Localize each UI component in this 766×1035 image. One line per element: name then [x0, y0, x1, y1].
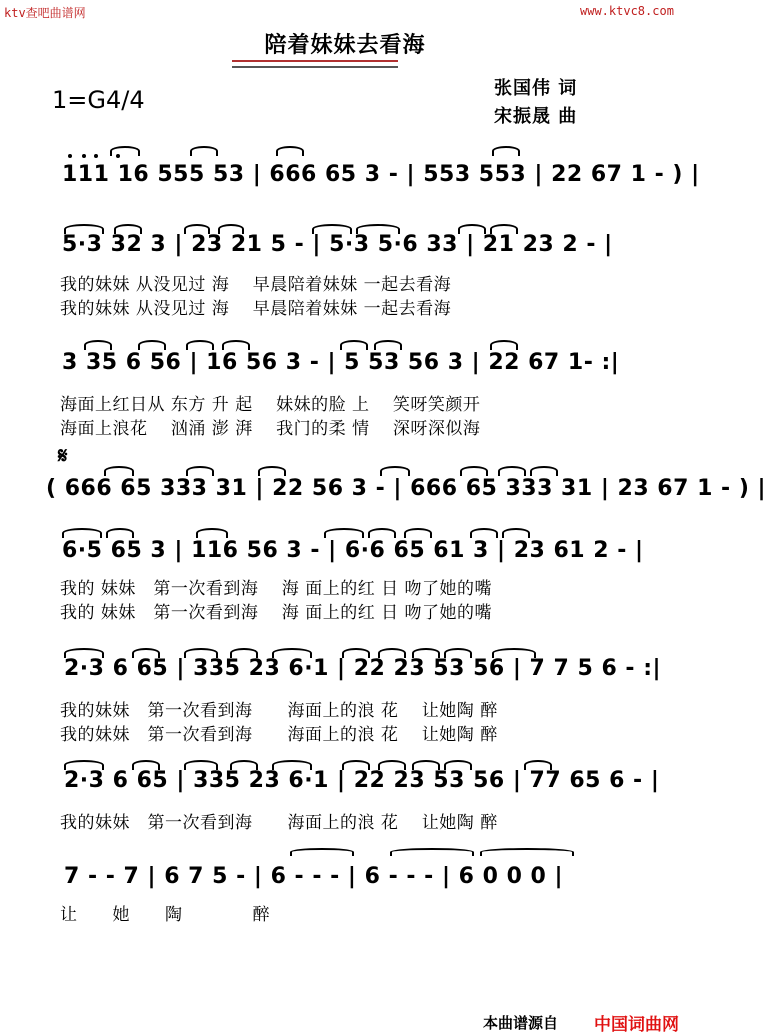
notation-line: 2·3 6 65 | 335 23 6·1 | 22 23 53 56 | 7 7 5 6 - :| [64, 656, 662, 681]
footer-brand: 中国词曲网 [594, 1015, 679, 1035]
lyric-line: 海面上浪花 汹涌 澎 湃 我门的柔 情 深呀深似海 [60, 419, 481, 439]
segno-sign: 𝄋 [58, 444, 68, 469]
key-signature: 1=G4/4 [52, 86, 145, 114]
slur [368, 528, 396, 538]
tie [390, 848, 474, 856]
lyric-line: 我的 妹妹 第一次看到海 海 面上的红 日 吻了她的嘴 [60, 603, 493, 623]
notation-line: 7 - - 7 | 6 7 5 - | 6 - - - | 6 - - - | 6 0 0 0 | [64, 864, 564, 889]
slur [502, 528, 530, 538]
notation-line: 3 35 6 56 | 16 56 3 - | 5 53 56 3 | 22 67 1- :| [62, 350, 620, 375]
lyric-line: 我的妹妹 第一次看到海 海面上的浪 花 让她陶 醉 [60, 725, 498, 745]
slur [222, 340, 250, 350]
notation-line: ( 666 65 333 31 | 22 56 3 - | 666 65 333 31 | 23 67 1 - ) | [46, 476, 766, 501]
slur [186, 466, 214, 476]
slur [190, 146, 218, 156]
lyric-line: 我的 妹妹 第一次看到海 海 面上的红 日 吻了她的嘴 [60, 579, 493, 599]
slur [498, 466, 526, 476]
lyric-line: 我的妹妹 第一次看到海 海面上的浪 花 让她陶 醉 [60, 813, 498, 833]
slur [460, 466, 488, 476]
notation-line: 111 16 555 53 | 666 65 3 - | 553 553 | 22 67 1 - ) | [62, 162, 700, 187]
lyric-line: 我的妹妹 从没见过 海 早晨陪着妹妹 一起去看海 [60, 275, 452, 295]
slur [340, 340, 368, 350]
lyricist-credit: 张国伟 词 [494, 78, 578, 99]
slur [470, 528, 498, 538]
watermark-left: ktv查吧曲谱网 [4, 6, 86, 20]
slur [490, 340, 518, 350]
slur [258, 466, 286, 476]
lyric-line: 海面上红日从 东方 升 起 妹妹的脸 上 笑呀笑颜开 [60, 395, 481, 415]
slur [374, 340, 402, 350]
notation-line: 6·5 65 3 | 116 56 3 - | 6·6 65 61 3 | 23 61 2 - | [62, 538, 644, 563]
high-octave-dot [82, 154, 86, 158]
lyric-line: 我的妹妹 第一次看到海 海面上的浪 花 让她陶 醉 [60, 701, 498, 721]
slur [104, 466, 134, 476]
slur [404, 528, 432, 538]
slur [324, 528, 364, 538]
slur [380, 466, 410, 476]
slur [196, 528, 228, 538]
slur [138, 340, 166, 350]
slur [186, 340, 214, 350]
song-title: 陪着妹妹去看海 [264, 33, 426, 58]
slur [106, 528, 134, 538]
slur [530, 466, 558, 476]
slur [492, 146, 520, 156]
high-octave-dot [94, 154, 98, 158]
slur [62, 528, 102, 538]
lyric-line: 让 她 陶 醉 [60, 905, 270, 925]
slur [276, 146, 304, 156]
tie [290, 848, 354, 856]
footer-source-label: 本曲谱源自 [483, 1014, 559, 1032]
title-underline [232, 60, 398, 68]
notation-line: 5·3 32 3 | 23 21 5 - | 5·3 5·6 33 | 21 23 2 - | [62, 232, 613, 257]
watermark-right: www.ktvc8.com [580, 4, 674, 18]
tie [480, 848, 574, 856]
high-octave-dot [68, 154, 72, 158]
slur [110, 146, 140, 156]
lyric-line: 我的妹妹 从没见过 海 早晨陪着妹妹 一起去看海 [60, 299, 452, 319]
slur [84, 340, 112, 350]
notation-line: 2·3 6 65 | 335 23 6·1 | 22 23 53 56 | 77 65 6 - | [64, 768, 660, 793]
composer-credit: 宋振晟 曲 [494, 106, 578, 127]
